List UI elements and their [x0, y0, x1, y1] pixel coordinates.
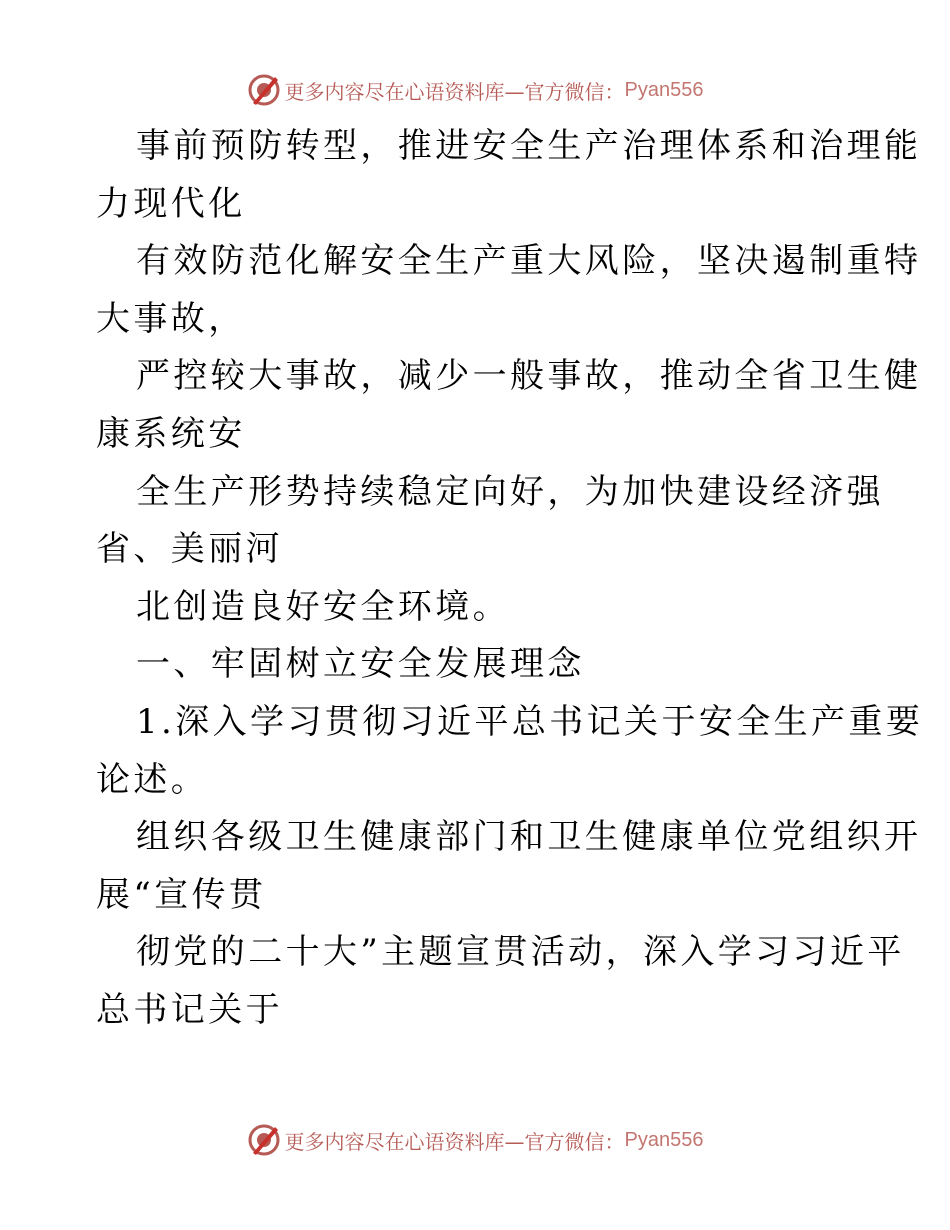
- quill-logo-icon: [247, 1123, 281, 1157]
- text-line: 严控较大事故，减少一般事故，推动全省卫生健: [136, 356, 922, 397]
- text-line: 展“宣传贯: [96, 874, 267, 915]
- text-line: 论述。: [96, 759, 209, 800]
- quill-logo-icon: [247, 73, 281, 107]
- watermark-wechat-id: Pyan556: [624, 78, 704, 101]
- text-line: 有效防范化解安全生产重大风险，坚决遏制重特: [136, 241, 922, 282]
- watermark-text: 更多内容尽在心语资料库—官方微信：: [284, 79, 625, 104]
- text-line: 北创造良好安全环境。: [136, 586, 510, 627]
- text-line: 总书记关于: [96, 989, 283, 1030]
- text-line: 康系统安: [96, 413, 246, 454]
- document-body: [96, 118, 924, 1040]
- footer-watermark-banner: [0, 1120, 950, 1160]
- header-watermark-banner: [0, 70, 950, 110]
- text-line: 力现代化: [96, 183, 246, 224]
- text-line: 彻党的二十大”主题宣贯活动，深入学习习近平: [136, 932, 905, 973]
- watermark-text: 更多内容尽在心语资料库—官方微信：: [284, 1129, 625, 1154]
- text-line: 事前预防转型，推进安全生产治理体系和治理能: [136, 126, 922, 166]
- text-line: 大事故，: [96, 298, 246, 339]
- text-line: 1.深入学习贯彻习近平总书记关于安全生产重要: [136, 701, 924, 742]
- text-line: 省、美丽河: [96, 529, 283, 570]
- text-line: 全生产形势持续稳定向好，为加快建设经济强: [136, 471, 884, 512]
- section-heading: 一、牢固树立安全发展理念: [136, 644, 585, 685]
- watermark-wechat-id: Pyan556: [624, 1128, 704, 1151]
- text-line: 组织各级卫生健康部门和卫生健康单位党组织开: [136, 817, 922, 858]
